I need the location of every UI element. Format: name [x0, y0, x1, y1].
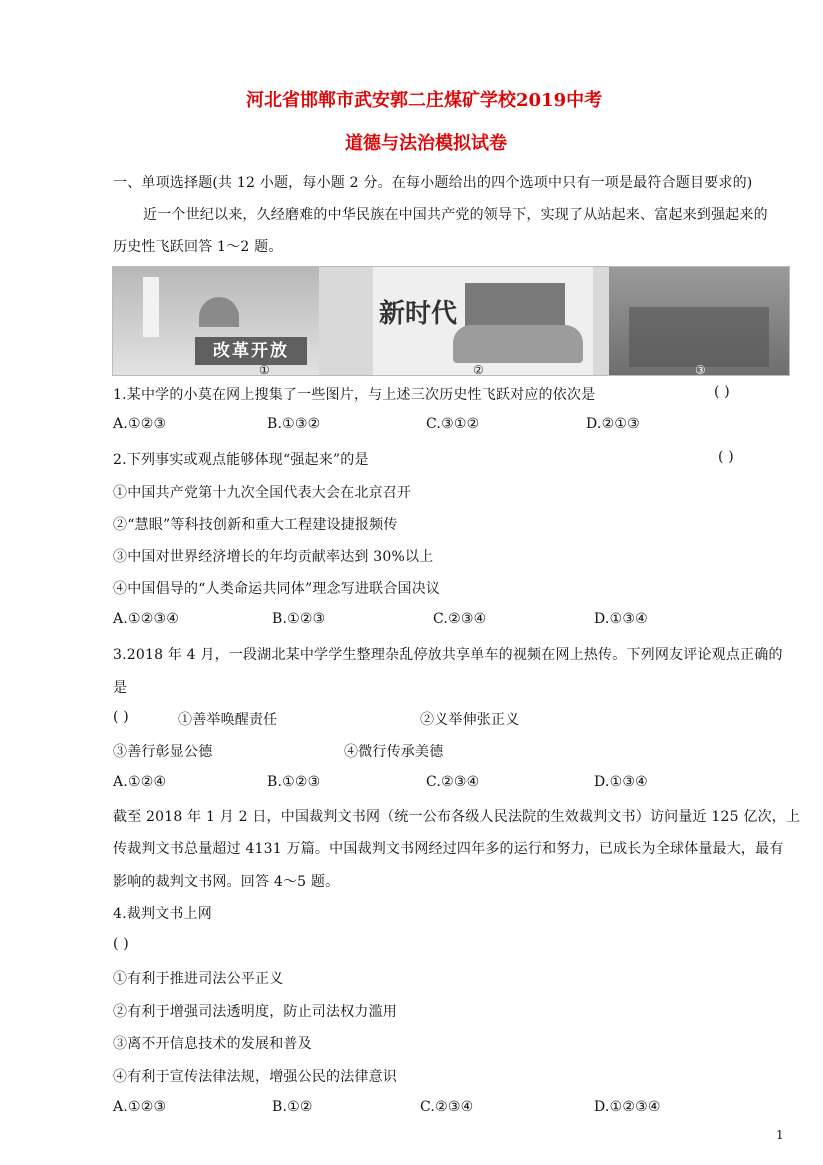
q2-option-c: C.②③④: [433, 611, 487, 627]
q1-option-d: D.②①③: [586, 416, 640, 432]
q3-option-c: C.②③④: [426, 774, 480, 790]
material-line-3: 影响的裁判文书网。回答 4～5 题。: [113, 874, 340, 890]
history-pictures: [112, 266, 790, 376]
q3-item-3: ③善行彰显公德: [113, 744, 213, 760]
q2-item-1: ①中国共产党第十九次全国代表大会在北京召开: [113, 485, 412, 501]
material-line-1: 截至 2018 年 1 月 2 日，中国裁判文书网（统一公布各级人民法院的生效裁判文书）访问量近 125 亿次，上: [113, 809, 801, 825]
q3-stem-line-2: 是: [113, 680, 128, 696]
q4-stem: 4.裁判文书上网: [113, 906, 212, 922]
page-title-line1: 河北省邯郸市武安郭二庄煤矿学校2019中考: [246, 90, 603, 111]
q1-option-c: C.③①②: [426, 416, 480, 432]
section-heading: 一、单项选择题(共 12 小题，每小题 2 分。在每小题给出的四个选项中只有一项是最符合题目要求的): [113, 175, 753, 191]
q4-option-c: C.②③④: [420, 1099, 474, 1115]
q4-answer-paren: ( ): [113, 936, 129, 952]
q3-answer-paren: ( ): [113, 709, 129, 725]
q2-item-3: ③中国对世界经济增长的年均贡献率达到 30%以上: [113, 549, 434, 565]
material-line-2: 传裁判文书总量超过 4131 万篇。中国裁判文书网经过四年多的运行和努力，已成长为全球体量最大，最有: [113, 841, 784, 857]
q1-stem: 1.某中学的小莫在网上搜集了一些图片，与上述三次历史性飞跃对应的依次是: [113, 387, 596, 403]
q3-item-2: ②义举伸张正义: [420, 712, 520, 728]
picture-1-label: ①: [259, 363, 270, 377]
page-title-line2: 道德与法治模拟试卷: [345, 133, 507, 154]
q2-item-4: ④中国倡导的“人类命运共同体”理念写进联合国决议: [113, 581, 441, 597]
q4-option-b: B.①②: [272, 1099, 313, 1115]
q2-option-b: B.①②③: [272, 611, 326, 627]
q3-stem-line-1: 3.2018 年 4 月，一段湖北某中学学生整理杂乱停放共享单车的视频在网上热传。下列网友评论观点正确的: [113, 647, 783, 663]
monument-shape: [143, 277, 159, 337]
q1-answer-paren: ( ): [714, 384, 730, 400]
q4-item-2: ②有利于增强司法透明度，防止司法权力滥用: [113, 1004, 397, 1020]
q4-item-1: ①有利于推进司法公平正义: [113, 971, 284, 987]
q2-stem: 2.下列事实或观点能够体现“强起来”的是: [113, 452, 369, 468]
q4-option-a: A.①②③: [113, 1099, 167, 1115]
q1-option-a: A.①②③: [113, 416, 167, 432]
intro-line-1: 近一个世纪以来，久经磨难的中华民族在中国共产党的领导下，实现了从站起来、富起来到强起来的: [143, 207, 768, 223]
q4-item-3: ③离不开信息技术的发展和普及: [113, 1036, 312, 1052]
picture-3-label: ③: [695, 363, 706, 377]
q3-option-d: D.①③④: [594, 774, 648, 790]
q3-item-4: ④微行传承美德: [344, 744, 444, 760]
q3-item-1: ①善举唤醒责任: [178, 712, 278, 728]
page-number: 1: [776, 1128, 784, 1142]
q3-option-b: B.①②③: [267, 774, 321, 790]
picture-2-caption: 新时代: [379, 299, 458, 329]
crowd-shape: [453, 325, 583, 363]
q4-item-4: ④有利于宣传法律法规，增强公民的法律意识: [113, 1069, 397, 1085]
q4-option-d: D.①②③④: [594, 1099, 661, 1115]
picture-1: [113, 267, 319, 375]
q2-answer-paren: ( ): [718, 449, 734, 465]
q3-option-a: A.①②④: [113, 774, 167, 790]
picture-2: [373, 267, 593, 375]
picture-1-caption: 改革开放: [195, 337, 307, 365]
q2-item-2: ②“慧眼”等科技创新和重大工程建设捷报频传: [113, 517, 398, 533]
q2-option-a: A.①②③④: [113, 611, 179, 627]
q1-option-b: B.①③②: [267, 416, 321, 432]
temple-shape: [199, 297, 239, 327]
figures-shape: [629, 307, 769, 367]
picture-2-label: ②: [473, 363, 484, 377]
intro-line-2: 历史性飞跃回答 1～2 题。: [113, 239, 283, 255]
picture-3: [609, 267, 789, 375]
q2-option-d: D.①③④: [594, 611, 648, 627]
